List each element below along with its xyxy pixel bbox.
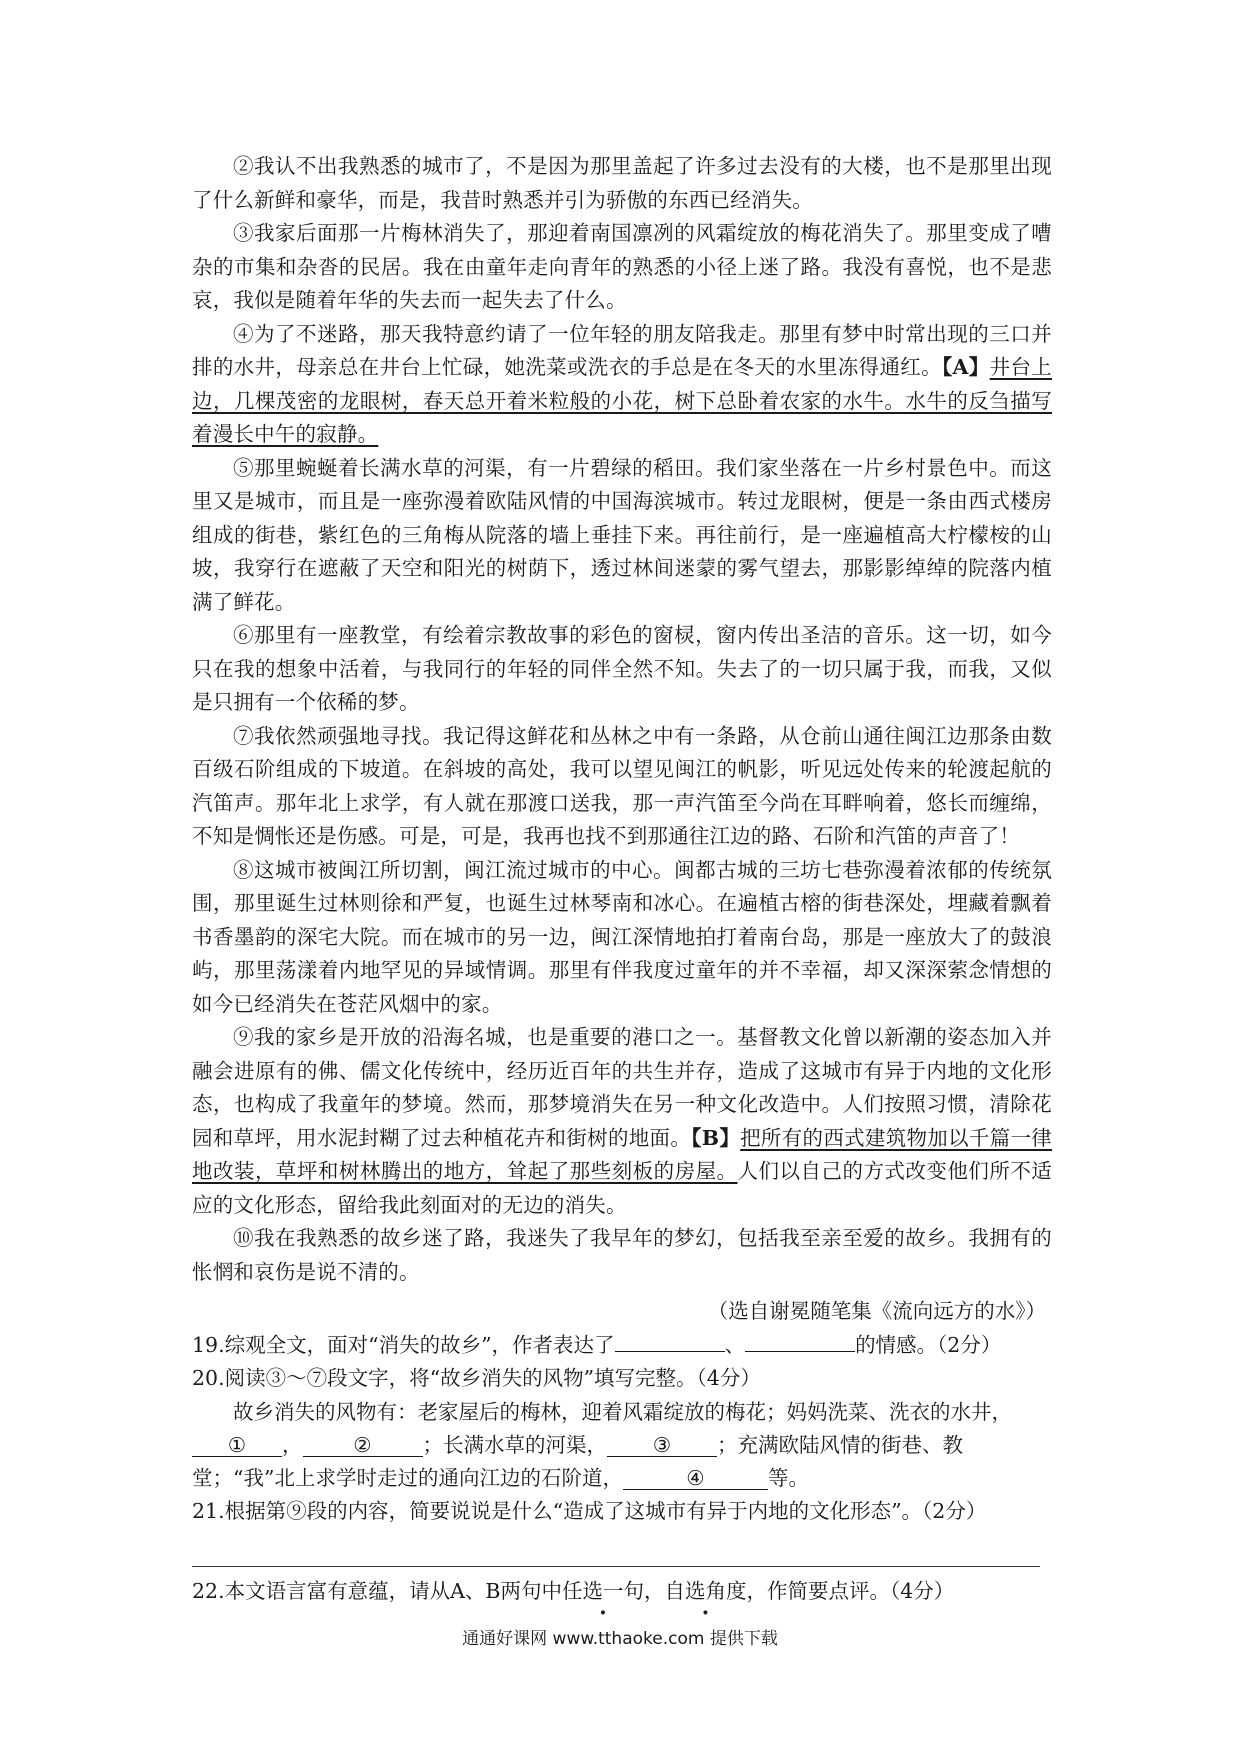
emphasis-choose-one: 任选一句 xyxy=(561,1579,644,1603)
question-20-end: 等。 xyxy=(767,1465,809,1490)
marker-a: 【A】 xyxy=(941,355,990,379)
question-20-line: 故乡消失的风物有：老家屋后的梅林，迎着风霜绽放的梅花；妈妈洗菜、洗衣的水井， xyxy=(233,1399,1012,1424)
paragraph-9-text: ⑨我的家乡是开放的沿海名城，也是重要的港口之一。基督教文化曾以新潮的姿态加入并融会进原有的佛、儒文化传统中，经历近百年的共生并存，造成了这城市有异于内地的文化形态，也构成了我童年的梦境。然而，那梦境消失在另一种文化改造中。人们按照习惯，清除花园和草坪，用水泥封糊了过去种植花卉和街树的地面。 xyxy=(192,1025,1052,1150)
question-19-sep: 、 xyxy=(724,1332,746,1357)
paragraph-2: ②我认不出我熟悉的城市了，不是因为那里盖起了许多过去没有的大楼，也不是那里出现了什么新鲜和豪华，而是，我昔时熟悉并引为骄傲的东西已经消失。 xyxy=(192,154,1052,212)
question-21: 21.根据第⑨段的内容，简要说说是什么“造成了这城市有异于内地的文化形态”。（2分） xyxy=(192,1498,987,1523)
question-22-tail: ，作简要点评。（4分） xyxy=(746,1579,955,1603)
paragraph-9 xyxy=(192,1021,1052,1222)
marker-b: 【B】 xyxy=(691,1125,741,1150)
question-19-tail: 的情感。（2分） xyxy=(855,1332,1002,1357)
sentence-b-underlined: 把所有的西式建筑物加以千篇一律地改装，草坪和树林腾出的地方，耸起了那些刻板的房屋。 xyxy=(192,1125,1052,1183)
question-20-fill xyxy=(192,1396,1052,1495)
answer-blank-19b[interactable] xyxy=(745,1329,855,1352)
paragraph-4 xyxy=(192,318,1052,452)
paragraph-4-text: ④为了不迷路，那天我特意约请了一位年轻的朋友陪我走。那里有梦中时常出现的三口并排的水井，母亲总在井台上忙碌，她洗菜或洗衣的手总是在冬天的水里冻得通红。 xyxy=(192,321,1052,379)
paragraph-3: ③我家后面那一片梅林消失了，那迎着南国凛冽的风霜绽放的梅花消失了。那里变成了嘈杂的市集和杂沓的民居。我在由童年走向青年的熟悉的小径上迷了路。我没有喜悦，也不是悲哀，我似是随着年华的失去而一起失去了什么。 xyxy=(192,221,1052,312)
reading-passage xyxy=(192,150,1052,1609)
question-22-comma: ， xyxy=(643,1579,665,1603)
question-19 xyxy=(192,1329,1052,1363)
question-22-text: 22.本文语言富有意蕴，请从A、B两句中 xyxy=(192,1579,562,1603)
answer-blank-4[interactable]: ④ xyxy=(623,1467,768,1490)
emphasis-choose-angle: 自选角度 xyxy=(664,1579,747,1603)
answer-blank-1[interactable]: ① xyxy=(192,1434,282,1457)
paragraph-7: ⑦我依然顽强地寻找。我记得这鲜花和丛林之中有一条路，从仓前山通往闽江边那条由数百级石阶组成的下坡道。在斜坡的高处，我可以望见闽江的帆影，听见远处传来的轮渡起航的汽笛声。那年北上求学，有人就在那渡口送我，那一声汽笛至今尚在耳畔响着，悠长而缠绵，不知是惆怅还是伤感。可是，可是，我再也找不到那通往江边的路、石阶和汽笛的声音了！ xyxy=(192,723,1052,848)
question-20-mid1: ；长满水草的河渠， xyxy=(422,1432,607,1457)
paragraph-6: ⑥那里有一座教堂，有绘着宗教故事的彩色的窗棂，窗内传出圣洁的音乐。这一切，如今只在我的想象中活着，与我同行的年轻的同伴全然不知。失去了的一切只属于我，而我，又似是只拥有一个依稀的梦。 xyxy=(192,623,1052,714)
footer-watermark: 通通好课网 www.tthaoke.com 提供下载 xyxy=(462,1629,778,1649)
source-citation: （选自谢冕随笔集《流向远方的水》） xyxy=(707,1299,1046,1323)
answer-blank-3[interactable]: ③ xyxy=(607,1434,717,1457)
answer-blank-2[interactable]: ② xyxy=(303,1434,423,1457)
paragraph-9-tail: 人们以自己的方式改变他们所不适应的文化形态，留给我此刻面对的无边的消失。 xyxy=(192,1159,1053,1217)
paragraph-8: ⑧这城市被闽江所切割，闽江流过城市的中心。闽都古城的三坊七巷弥漫着浓郁的传统氛围，那里诞生过林则徐和严复，也诞生过林琴南和冰心。在遍植古榕的街巷深处，埋藏着飘着书香墨韵的深宅大院。而在城市的另一边，闽江深情地拍打着南台岛，那是一座放大了的鼓浪屿，那里荡漾着内地罕见的异域情调。那里有伴我度过童年的并不幸福，却又深深萦念情想的如今已经消失在苍茫风烟中的家。 xyxy=(192,857,1052,1016)
answer-blank-19a[interactable] xyxy=(615,1329,725,1352)
question-20: 20.阅读③～⑦段文字，将“故乡消失的风物”填写完整。（4分） xyxy=(192,1366,761,1390)
paragraph-5: ⑤那里蜿蜒着长满水草的河渠，有一片碧绿的稻田。我们家坐落在一片乡村景色中。而这里又是城市，而且是一座弥漫着欧陆风情的中国海滨城市。转过龙眼树，便是一条由西式楼房组成的街巷，紫红色的三角梅从院落的墙上垂挂下来。再往前行，是一座遍植高大柠檬桉的山坡，我穿行在遮蔽了天空和阳光的树荫下，透过林间迷蒙的雾气望去，那影影绰绰的院落内植满了鲜花。 xyxy=(192,455,1052,614)
question-22 xyxy=(192,1575,1052,1609)
question-20-sep: ， xyxy=(282,1432,303,1457)
paragraph-10: ⑩我在我熟悉的故乡迷了路，我迷失了我早年的梦幻，包括我至亲至爱的故乡。我拥有的怅惘和哀伤是说不清的。 xyxy=(192,1226,1052,1284)
question-20-mid2: ；充满欧陆风情的街巷、教堂；“我”北上求学时走过的通向江边的石阶道， xyxy=(192,1432,963,1490)
sentence-a-underlined: 井台上边，几棵茂密的龙眼树，春天总开着米粒般的小花，树下总卧着农家的水牛。水牛的反刍描写着漫长中午的寂静。 xyxy=(192,355,1052,446)
answer-line-21[interactable] xyxy=(192,1566,1040,1567)
question-19-text: 19.综观全文，面对“消失的故乡”，作者表达了 xyxy=(192,1332,615,1357)
